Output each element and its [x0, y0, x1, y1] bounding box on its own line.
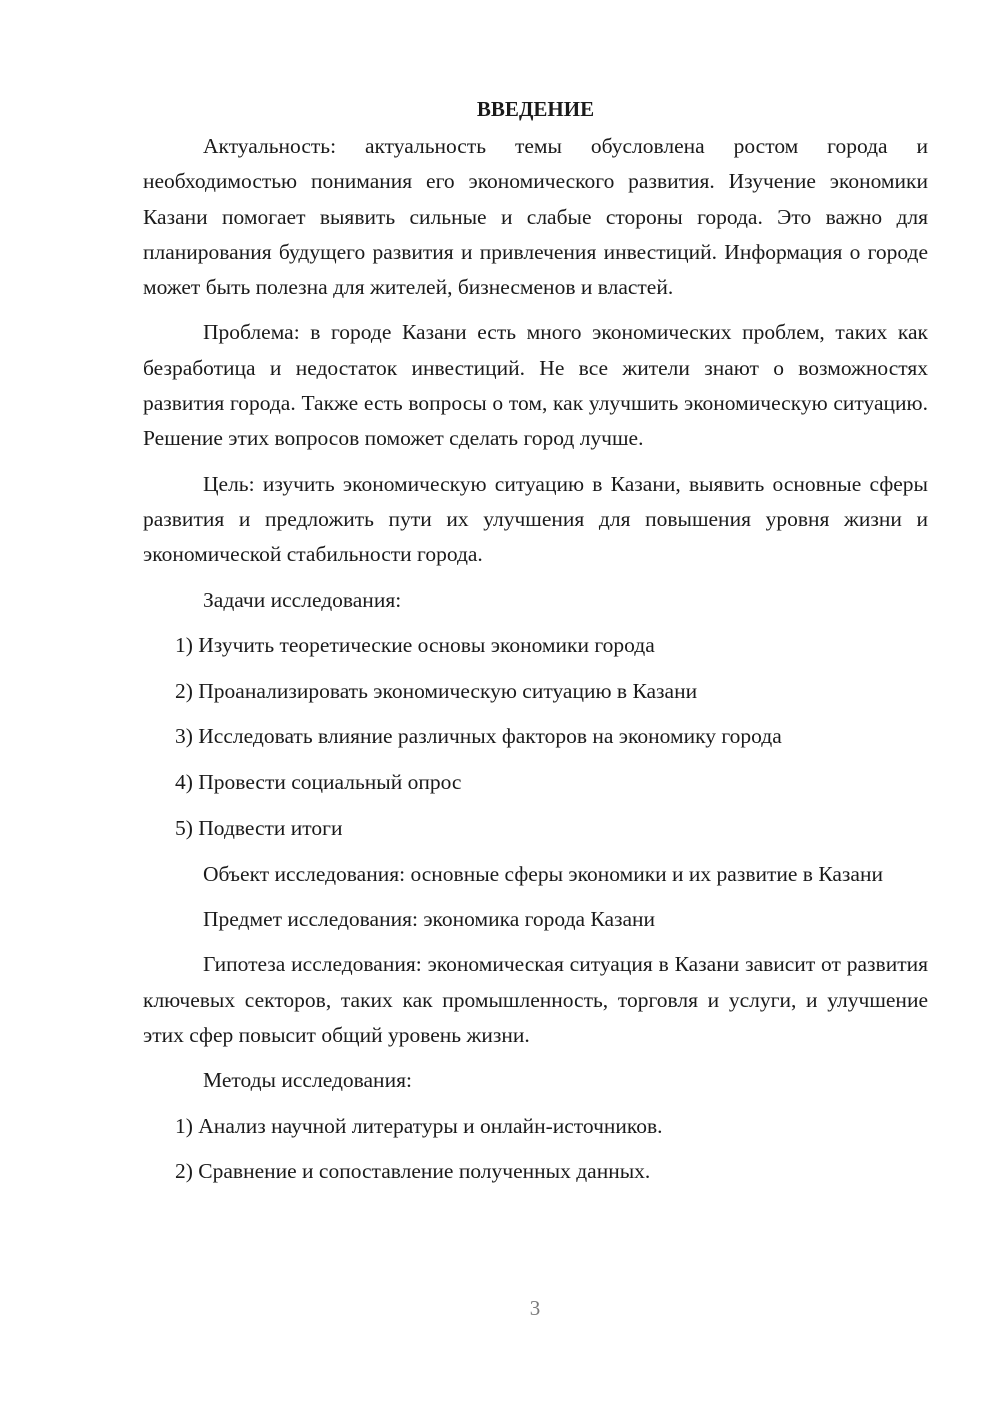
object-paragraph: Объект исследования: основные сферы экономики и их развитие в Казани [203, 861, 883, 886]
document-title: ВВЕДЕНИЕ [476, 97, 595, 121]
methods-heading: Методы исследования: [203, 1068, 412, 1093]
tasks-heading: Задачи исследования: [203, 587, 402, 612]
relevance-paragraph: Актуальность: актуальность темы обусловлена ростом города и необходимостью понимания его экономического развития. Изучение экономики Казани помогает выявить сильные и слабые стороны города. Это важно для планирования будущего развития и привлечения инвестиций. Информация о городе может быть полезна для жителей, бизнесменов и властей. [143, 134, 928, 300]
problem-paragraph: Проблема: в городе Казани есть много экономических проблем, таких как безработица и недостаток инвестиций. Не все жители знают о возможностях развития города. Также есть вопросы о том, как улучшить экономическую ситуацию. Решение этих вопросов поможет сделать город лучше. [143, 320, 928, 451]
subject-paragraph: Предмет исследования: экономика города Казани [203, 907, 656, 932]
method-item-2: 2) Сравнение и сопоставление полученных данных. [175, 1159, 651, 1184]
task-item-4: 4) Провести социальный опрос [175, 770, 462, 795]
page-number: 3 [529, 1296, 541, 1320]
method-item-1: 1) Анализ научной литературы и онлайн-источников. [175, 1113, 663, 1138]
task-item-2: 2) Проанализировать экономическую ситуацию в Казани [175, 678, 698, 703]
goal-paragraph: Цель: изучить экономическую ситуацию в Казани, выявить основные сферы развития и предложить пути их улучшения для повышения уровня жизни и экономической стабильности города. [143, 471, 928, 567]
task-item-5: 5) Подвести итоги [175, 816, 343, 841]
hypothesis-paragraph: Гипотеза исследования: экономическая ситуация в Казани зависит от развития ключевых секторов, таких как промышленность, торговля и услуги, и улучшение этих сфер повысит общий уровень жизни. [143, 952, 928, 1048]
document-page [143, 92, 928, 1200]
task-item-1: 1) Изучить теоретические основы экономики города [175, 632, 655, 657]
task-item-3: 3) Исследовать влияние различных факторов на экономику города [175, 724, 782, 749]
